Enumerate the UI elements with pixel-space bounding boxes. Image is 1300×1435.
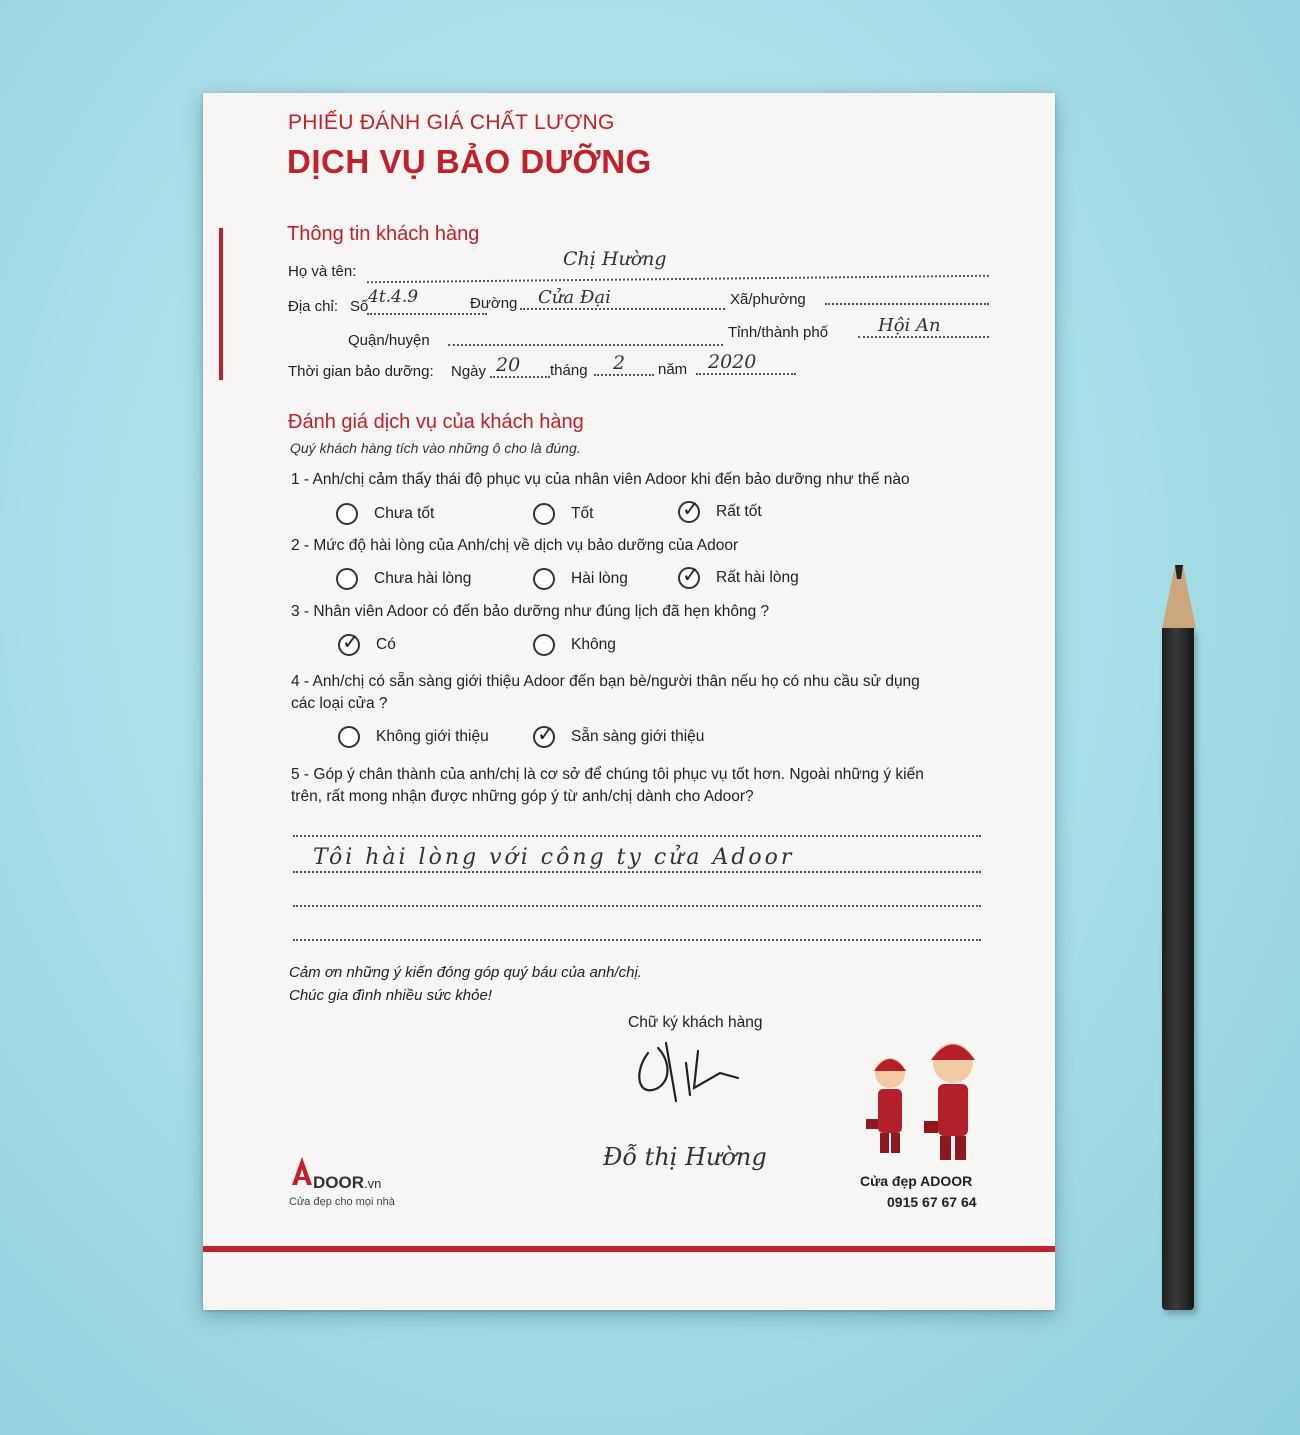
q3-option-khong[interactable] — [533, 634, 616, 656]
form-title-line2: DỊCH VỤ BẢO DƯỠNG — [287, 143, 652, 180]
logo-text — [313, 1173, 381, 1193]
thanks-line1: Cảm ơn những ý kiến đóng góp quý báu của anh/chị. — [289, 964, 642, 981]
house-no-field-line[interactable] — [367, 313, 487, 315]
q2-option-hai-long[interactable] — [533, 568, 628, 590]
section-accent-bar — [219, 228, 223, 380]
question-4-text-line2: các loại cửa ? — [291, 695, 388, 712]
q4-option-khong-gioi-thieu[interactable] — [338, 726, 489, 748]
mascot-illustration — [858, 1033, 993, 1168]
radio-circle-checked[interactable] — [678, 501, 700, 523]
logo-tagline: Cửa đẹp cho mọi nhà — [289, 1196, 395, 1208]
province-label: Tỉnh/thành phố — [728, 324, 829, 341]
year-field-line[interactable] — [696, 373, 796, 375]
mascot-brand-label: Cửa đẹp ADOOR — [860, 1173, 973, 1189]
radio-circle[interactable] — [336, 568, 358, 590]
house-no-label: Số — [350, 298, 369, 315]
ward-label: Xã/phường — [730, 291, 806, 308]
year-handwritten: 2020 — [708, 351, 757, 373]
signature-scribble — [628, 1033, 768, 1113]
option-label: Có — [376, 636, 396, 653]
radio-circle[interactable] — [533, 634, 555, 656]
brand-phone: 0915 67 67 64 — [887, 1194, 977, 1210]
evaluation-section-title: Đánh giá dịch vụ của khách hàng — [288, 411, 584, 433]
feedback-line-3[interactable] — [293, 905, 981, 907]
option-label: Không — [571, 636, 616, 653]
q4-option-san-sang[interactable] — [533, 726, 704, 748]
month-handwritten: 2 — [613, 352, 626, 374]
province-handwritten: Hội An — [878, 315, 941, 336]
question-5-text-line1: 5 - Góp ý chân thành của anh/chị là cơ sở để chúng tôi phục vụ tốt hơn. Ngoài những ý kiến — [291, 766, 924, 783]
radio-circle-checked[interactable] — [338, 634, 360, 656]
signature-name: Đỗ thị Hường — [603, 1143, 767, 1171]
year-label: năm — [658, 361, 688, 378]
option-label: Rất tốt — [716, 503, 762, 520]
name-handwritten: Chị Hường — [563, 248, 667, 270]
name-label: Họ và tên: — [288, 263, 357, 280]
customer-section-title: Thông tin khách hàng — [287, 223, 480, 245]
radio-circle[interactable] — [533, 503, 555, 525]
day-label: Ngày — [451, 363, 487, 380]
pencil-body — [1162, 628, 1194, 1310]
ward-field-line[interactable] — [825, 303, 989, 305]
service-time-label: Thời gian bảo dưỡng: — [288, 363, 434, 380]
street-handwritten: Cửa Đại — [538, 287, 611, 308]
pencil-tip — [1158, 565, 1200, 635]
signature-label: Chữ ký khách hàng — [628, 1014, 763, 1031]
logo-word: DOOR — [313, 1173, 364, 1192]
month-label: tháng — [550, 362, 588, 379]
option-label: Sẵn sàng giới thiệu — [571, 728, 705, 745]
name-field-line[interactable] — [367, 275, 989, 284]
form-title-line1: PHIẾU ĐÁNH GIÁ CHẤT LƯỢNG — [288, 111, 615, 134]
question-1-text: 1 - Anh/chị cảm thấy thái độ phục vụ của nhân viên Adoor khi đến bảo dưỡng như thế nào — [291, 471, 910, 488]
adoor-logo-icon — [290, 1155, 314, 1187]
day-field-line[interactable] — [490, 376, 550, 378]
day-handwritten: 20 — [496, 354, 521, 376]
option-label: Chưa tốt — [374, 505, 435, 522]
district-label: Quận/huyện — [348, 332, 430, 349]
q1-option-chua-tot[interactable] — [336, 503, 434, 525]
province-field-line[interactable] — [858, 336, 989, 338]
option-label: Rất hài lòng — [716, 569, 799, 586]
radio-circle[interactable] — [336, 503, 358, 525]
question-2-text: 2 - Mức độ hài lòng của Anh/chị về dịch vụ bảo dưỡng của Adoor — [291, 537, 739, 554]
q1-option-rat-tot[interactable] — [678, 501, 762, 523]
q2-option-rat-hai-long[interactable] — [678, 567, 799, 589]
feedback-handwritten: Tôi hài lòng với công ty cửa Adoor — [313, 845, 795, 870]
instruction-text: Quý khách hàng tích vào những ô cho là đúng. — [290, 440, 581, 456]
option-label: Tốt — [571, 505, 594, 522]
question-4-text-line1: 4 - Anh/chị có sẵn sàng giới thiệu Adoor đến bạn bè/người thân nếu họ có nhu cầu sử dụng — [291, 673, 920, 690]
option-label: Không giới thiệu — [376, 728, 489, 745]
feedback-line-1[interactable] — [293, 835, 981, 837]
question-5-text-line2: trên, rất mong nhận được những góp ý từ anh/chị dành cho Adoor? — [291, 788, 754, 805]
street-field-line[interactable] — [520, 308, 725, 310]
radio-circle[interactable] — [338, 726, 360, 748]
footer-red-bar — [203, 1246, 1055, 1252]
q3-option-co[interactable] — [338, 634, 396, 656]
radio-circle[interactable] — [533, 568, 555, 590]
thanks-line2: Chúc gia đình nhiều sức khỏe! — [289, 987, 492, 1004]
option-label: Hài lòng — [571, 570, 628, 587]
street-label: Đường — [470, 295, 518, 312]
address-label: Địa chỉ: — [288, 298, 339, 315]
month-field-line[interactable] — [594, 374, 654, 376]
service-rating-form — [203, 93, 1055, 1310]
radio-circle-checked[interactable] — [533, 726, 555, 748]
question-3-text: 3 - Nhân viên Adoor có đến bảo dưỡng như đúng lịch đã hẹn không ? — [291, 603, 770, 620]
house-no-handwritten: 4t.4.9 — [368, 287, 419, 307]
option-label: Chưa hài lòng — [374, 570, 472, 587]
feedback-line-2[interactable] — [293, 871, 981, 873]
q1-option-tot[interactable] — [533, 503, 593, 525]
radio-circle-checked[interactable] — [678, 567, 700, 589]
district-field-line[interactable] — [448, 344, 723, 346]
feedback-line-4[interactable] — [293, 939, 981, 941]
q2-option-chua-hai-long[interactable] — [336, 568, 471, 590]
logo-suffix: .vn — [364, 1176, 382, 1191]
